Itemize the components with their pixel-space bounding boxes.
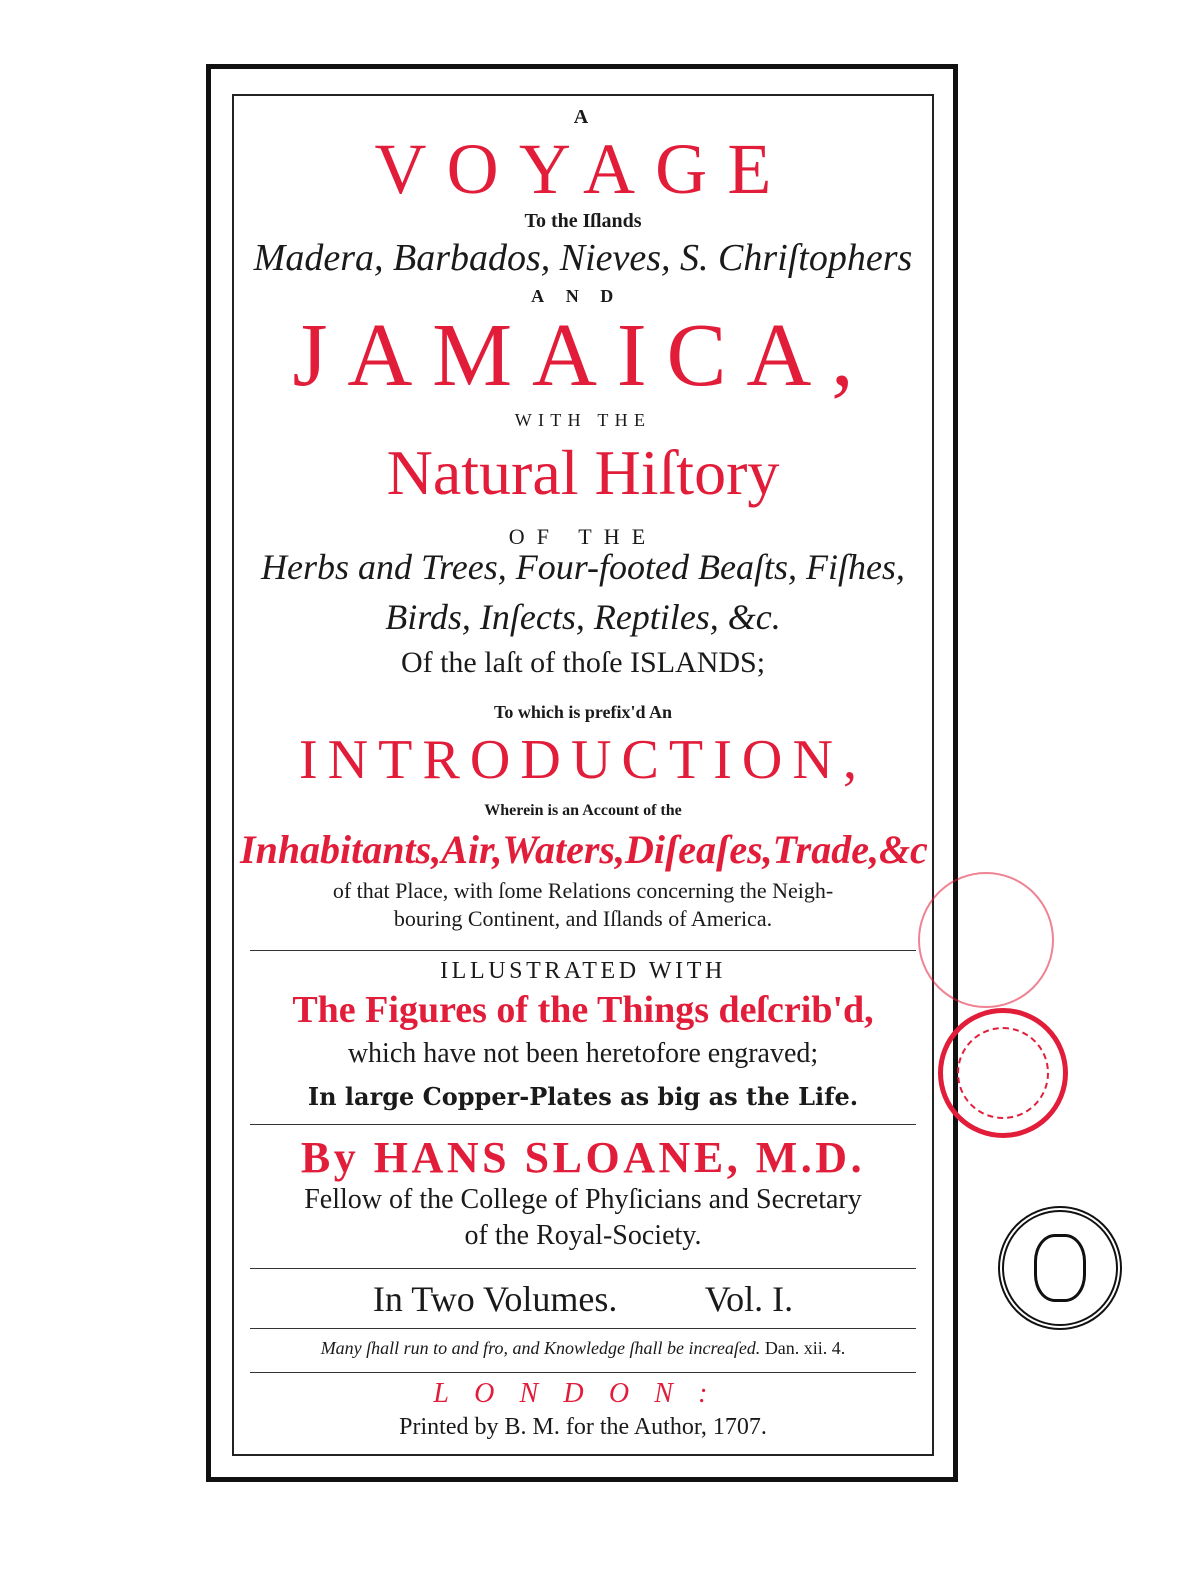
title-jamaica: JAMAICA, — [292, 306, 874, 405]
title-natural-history: Natural Hiſtory — [386, 437, 780, 508]
london: LONDON: — [433, 1378, 733, 1409]
of-the: OF THE — [508, 524, 658, 549]
rule-1 — [250, 950, 916, 951]
library-stamp-faint-icon — [918, 872, 1054, 1008]
title-introduction: INTRODUCTION, — [298, 729, 868, 791]
volumes-label: In Two Volumes. — [372, 1279, 618, 1319]
with-the: WITH THE — [514, 410, 652, 430]
volume-number: Vol. I. — [704, 1279, 794, 1319]
wherein-line: Wherein is an Account of the — [484, 802, 682, 819]
title-voyage: VOYAGE — [374, 129, 792, 209]
epigraph-reference: Dan. xii. 4. — [764, 1338, 846, 1358]
to-the-islands: To the Iſlands — [524, 210, 642, 232]
conjunction-and: AND — [531, 286, 635, 306]
epigraph: Many ſhall run to and fro, and Knowledge ſhall be increaſed. — [320, 1338, 761, 1358]
imprint: Printed by B. M. for the Author, 1707. — [399, 1414, 767, 1440]
of-the-last-islands: Of the laſt of thoſe ISLANDS; — [400, 646, 766, 679]
islands-list: Madera, Barbados, Nieves, S. Chriſtophers — [253, 237, 913, 279]
prefixd-line: To which is prefix'd An — [493, 702, 673, 722]
library-seal-black-icon — [998, 1206, 1122, 1330]
by-author: By HANS SLOANE, M.D. — [300, 1133, 866, 1182]
subjects-line-1: Herbs and Trees, Four-footed Beaſts, Fiſhes, — [261, 547, 905, 587]
rule-5 — [250, 1372, 916, 1373]
topics-line: Inhabitants,Air,Waters,Diſeaſes,Trade,&c — [240, 827, 928, 872]
volumes-row — [240, 1278, 926, 1320]
fellow-line-2: of the Royal-Society. — [464, 1220, 702, 1251]
rule-3 — [250, 1268, 916, 1269]
figures-line: The Figures of the Things deſcrib'd, — [292, 989, 874, 1031]
illustrated-with: ILLUSTRATED WITH — [440, 958, 726, 984]
copper-plates-line: In large Copper-Plates as big as the Life. — [307, 1082, 859, 1111]
subjects-line-2: Birds, Inſects, Reptiles, &c. — [385, 597, 781, 637]
rule-2 — [250, 1124, 916, 1125]
article-a: A — [573, 106, 593, 128]
relations-line-1: of that Place, with ſome Relations concerning the Neigh- — [332, 878, 834, 903]
epigraph-row — [240, 1338, 926, 1359]
library-stamp-red-icon — [938, 1008, 1068, 1138]
rule-4 — [250, 1328, 916, 1329]
fellow-line-1: Fellow of the College of Phyſicians and Secretary — [304, 1184, 862, 1215]
not-engraved-line: which have not been heretofore engraved; — [347, 1038, 819, 1069]
relations-line-2: bouring Continent, and Iſlands of America. — [393, 906, 773, 931]
